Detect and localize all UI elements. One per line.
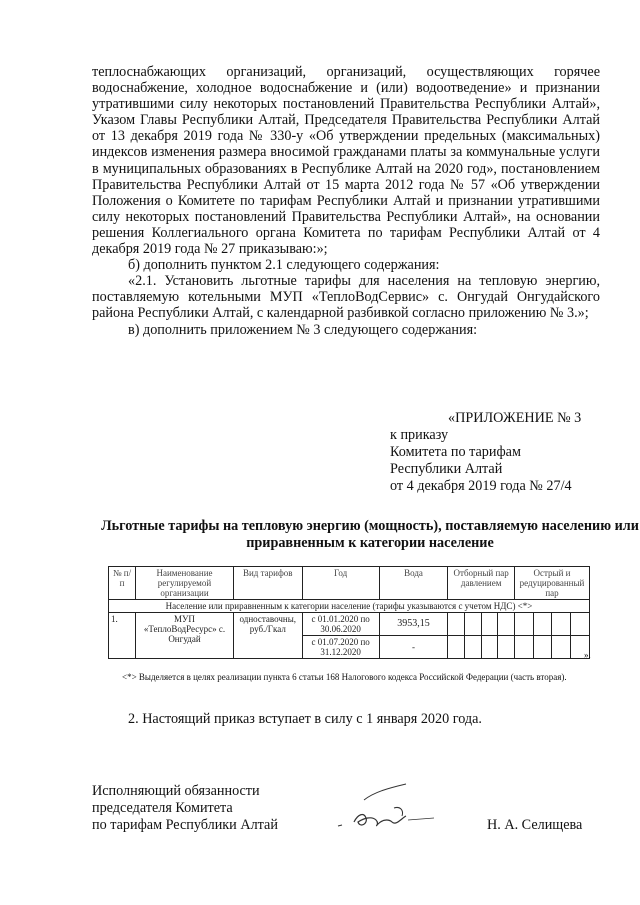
cell-period: с 01.07.2020 по 31.12.2020 <box>302 636 379 659</box>
header-sharp-steam: Острый и редуцированный пар <box>514 567 589 600</box>
cell-empty <box>498 613 515 636</box>
table-title: Льготные тарифы на тепловую энергию (мощность), поставляемую населению или приравненным к категории население <box>101 518 639 551</box>
body-text <box>92 64 600 338</box>
cell-empty <box>552 636 571 659</box>
signatory-name: Н. А. Селищева <box>487 817 583 833</box>
cell-org: МУП «ТеплоВодРесурс» с. Онгудай <box>136 613 234 659</box>
paragraph-continuation: теплоснабжающих организаций, организаций, осуществляющих горячее водоснабжение, холодное водоснабжение и (или) водоотведение» и признании утратившими силу некоторых постановлений Правительства Республики Алтай», Указом Главы Республики Алтай, Председателя Правительства Республики Алтай от 13 декабря 2019 года № 330-у «Об утверждении предельных (максимальных) индексов изменения размера вносимой гражданами платы за коммунальные услуги в муниципальных образованиях в Республике Алтай на 2020 год», постановлением Правительства Республики Алтай от 15 марта 2012 года № 57 «Об утверждении Положения о Комитете по тарифам Республики Алтай и признании утратившими силу некоторых постановлений Правительства Республики Алтай», на основании решения Коллегиального органа Комитета по тарифам Республики Алтай от 4 декабря 2019 года № 27 приказываю:»; <box>92 64 600 258</box>
cell-empty <box>481 636 498 659</box>
cell-empty <box>533 636 552 659</box>
cell-empty <box>448 613 465 636</box>
cell-num: 1. <box>109 613 136 659</box>
closing-quote-mark: ». <box>584 650 591 660</box>
signature-title <box>92 783 332 834</box>
signature-title-line: по тарифам Республики Алтай <box>92 817 278 833</box>
cell-period: с 01.01.2020 по 30.06.2020 <box>302 613 379 636</box>
header-year: Год <box>302 567 379 600</box>
cell-empty <box>514 613 533 636</box>
appendix-title: «ПРИЛОЖЕНИЕ № 3 <box>448 410 582 426</box>
cell-empty <box>465 613 482 636</box>
cell-empty <box>498 636 515 659</box>
paragraph-b: б) дополнить пунктом 2.1 следующего содержания: <box>128 257 440 274</box>
cell-empty <box>552 613 571 636</box>
footnote: <*> Выделяется в целях реализации пункта 6 статьи 168 Налогового кодекса Российской Федерации (часть вторая). <box>122 672 567 682</box>
cell-value: - <box>379 636 448 659</box>
paragraph-2-1: «2.1. Установить льготные тарифы для населения на тепловую энергию, поставляемую котельными МУП «ТеплоВодСервис» с. Онгудай Онгудайского района Республики Алтай, с календарной разбивкой согласно приложению № 3.»; <box>92 273 600 322</box>
cell-empty <box>481 613 498 636</box>
cell-empty <box>465 636 482 659</box>
header-num: № п/п <box>109 567 136 600</box>
signature-title-line: Исполняющий обязанности <box>92 783 260 799</box>
appendix-line: от 4 декабря 2019 года № 27/4 <box>390 478 572 494</box>
header-tariff-type: Вид тарифов <box>233 567 302 600</box>
header-org: Наименование регулируемой организации <box>136 567 234 600</box>
table-category-row <box>109 600 590 613</box>
category-cell: Население или приравненным к категории население (тарифы указываются с учетом НДС) <*> <box>109 600 590 613</box>
paragraph-v: в) дополнить приложением № 3 следующего содержания: <box>128 321 478 338</box>
cell-empty <box>514 636 533 659</box>
signature-title-line: председателя Комитета <box>92 800 233 816</box>
appendix-line: к приказу <box>390 427 449 443</box>
table-header-row <box>109 567 590 600</box>
appendix-line: Республики Алтай <box>390 461 503 477</box>
cell-empty <box>533 613 552 636</box>
tariffs-table <box>108 566 590 659</box>
cell-value: 3953,15 <box>379 613 448 636</box>
cell-empty <box>448 636 465 659</box>
table-row <box>109 613 590 636</box>
handwritten-signature-icon <box>334 778 444 838</box>
header-selected-steam: Отборный пар давлением <box>448 567 515 600</box>
appendix-header <box>390 410 605 495</box>
cell-tariff-type: одноставочны, руб./Гкал <box>233 613 302 659</box>
appendix-line: Комитета по тарифам <box>390 444 521 460</box>
header-water: Вода <box>379 567 448 600</box>
cell-empty <box>571 613 590 636</box>
clause-2: 2. Настоящий приказ вступает в силу с 1 января 2020 года. <box>128 711 482 727</box>
